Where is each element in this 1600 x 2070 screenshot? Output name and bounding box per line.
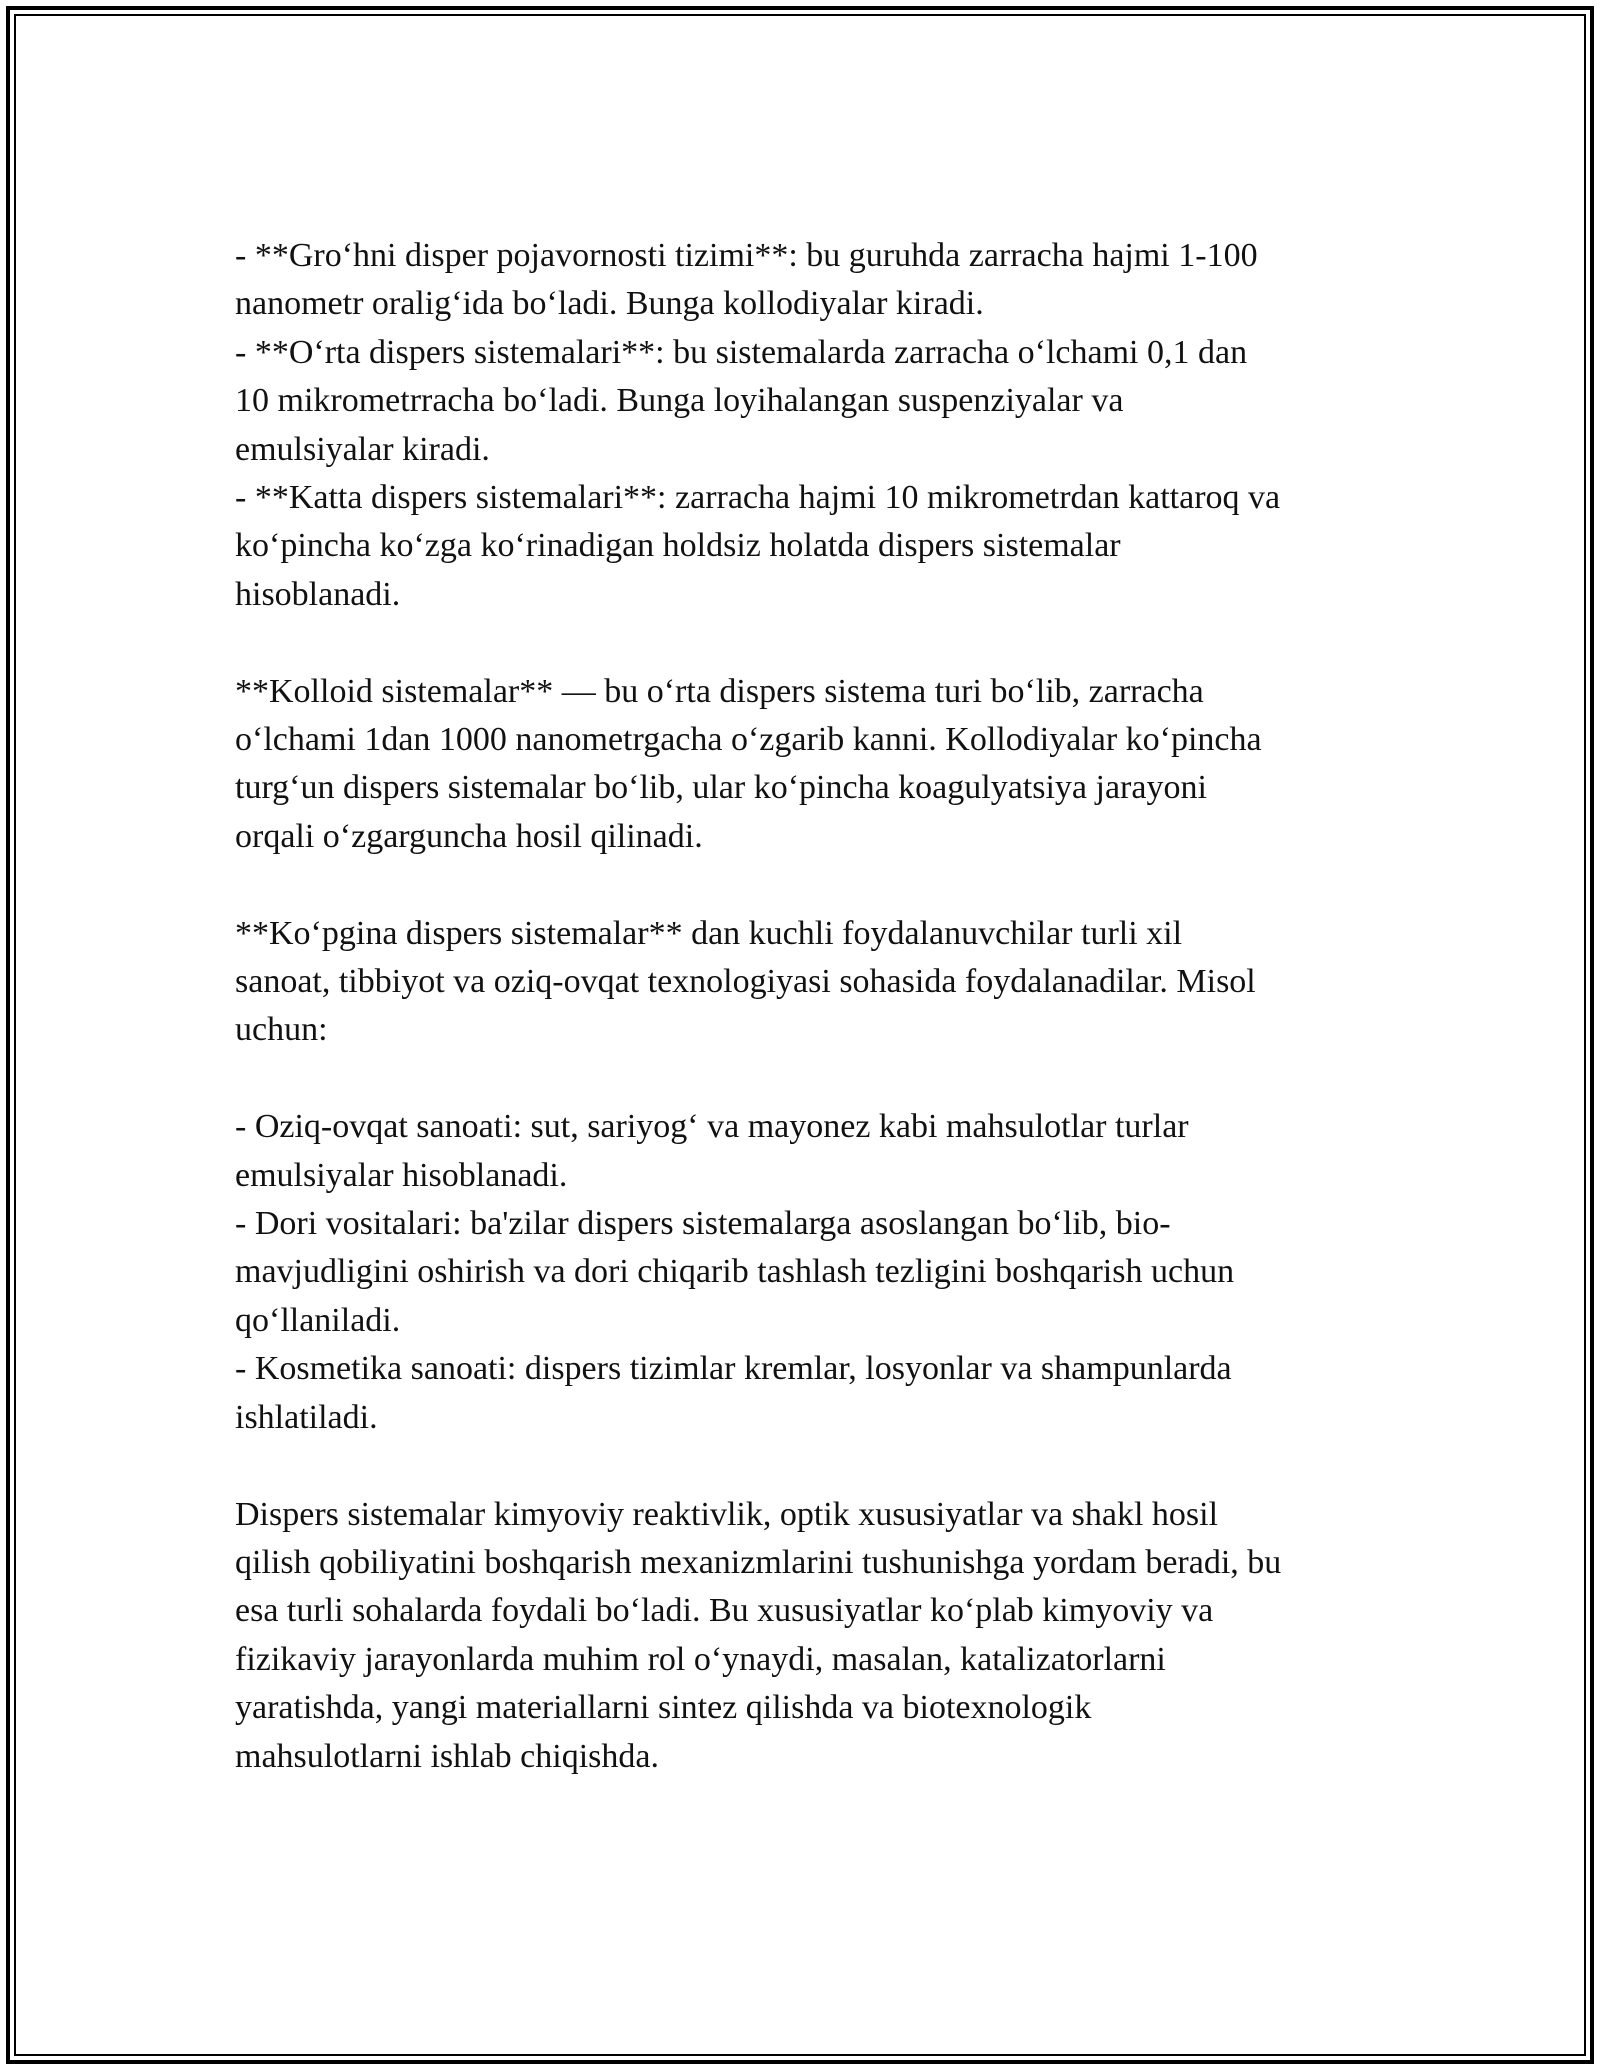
- text-line: 10 mikrometrracha bo‘ladi. Bunga loyihalangan suspenziyalar va: [235, 382, 1124, 420]
- document-body: [235, 232, 1385, 1781]
- text-line: nanometr oralig‘ida bo‘ladi. Bunga kollodiyalar kiradi.: [235, 285, 984, 323]
- text-line: esa turli sohalarda foydali bo‘ladi. Bu xususiyatlar ko‘plab kimyoviy va: [235, 1592, 1214, 1630]
- text-line: qilish qobiliyatini boshqarish mexanizmlarini tushunishga yordam beradi, bu: [235, 1543, 1282, 1581]
- text-line: - **Gro‘hni disper pojavornosti tizimi**: bu guruhda zarracha hajmi 1-100: [235, 237, 1258, 274]
- text-line: emulsiyalar hisoblanadi.: [235, 1156, 568, 1194]
- text-line: - Dori vositalari: ba'zilar dispers sistemalarga asoslangan bo‘lib, bio-: [235, 1205, 1171, 1243]
- text-line: uchun:: [235, 1011, 328, 1049]
- text-line: turg‘un dispers sistemalar bo‘lib, ular ko‘pincha koagulyatsiya jarayoni: [235, 769, 1207, 807]
- text-line: - Oziq-ovqat sanoati: sut, sariyog‘ va mayonez kabi mahsulotlar turlar: [235, 1108, 1189, 1146]
- paragraph-spacer: [235, 619, 1385, 667]
- text-line: Dispers sistemalar kimyoviy reaktivlik, optik xususiyatlar va shakl hosil: [235, 1495, 1219, 1533]
- text-line: ishlatiladi.: [235, 1398, 378, 1436]
- text-line: qo‘llaniladi.: [235, 1301, 401, 1339]
- text-line: emulsiyalar kiradi.: [235, 430, 490, 468]
- text-line: sanoat, tibbiyot va oziq-ovqat texnologiyasi sohasida foydalanadilar. Misol: [235, 963, 1256, 1001]
- text-line: mahsulotlarni ishlab chiqishda.: [235, 1737, 659, 1775]
- text-line: **Ko‘pgina dispers sistemalar** dan kuchli foydalanuvchilar turli xil: [235, 914, 1183, 952]
- text-line: - **O‘rta dispers sistemalari**: bu sistemalarda zarracha o‘lchami 0,1 dan: [235, 333, 1248, 371]
- text-line: mavjudligini oshirish va dori chiqarib tashlash tezligini boshqarish uchun: [235, 1253, 1235, 1291]
- text-line: **Kolloid sistemalar** — bu o‘rta dispers sistema turi bo‘lib, zarracha: [235, 672, 1204, 710]
- text-line: orqali o‘zgarguncha hosil qilinadi.: [235, 817, 703, 855]
- text-line: yaratishda, yangi materiallarni sintez qilishda va biotexnologik: [235, 1689, 1092, 1727]
- paragraph-spacer: [235, 1055, 1385, 1103]
- paragraph-spacer: [235, 861, 1385, 909]
- text-line: - Kosmetika sanoati: dispers tizimlar kremlar, losyonlar va shampunlarda: [235, 1350, 1232, 1388]
- text-line: - **Katta dispers sistemalari**: zarracha hajmi 10 mikrometrdan kattaroq va: [235, 479, 1281, 517]
- text-line: hisoblanadi.: [235, 575, 401, 613]
- paragraph-spacer: [235, 1442, 1385, 1490]
- text-line: fizikaviy jarayonlarda muhim rol o‘ynaydi, masalan, katalizatorlarni: [235, 1640, 1166, 1678]
- text-line: ko‘pincha ko‘zga ko‘rinadigan holdsiz holatda dispers sistemalar: [235, 527, 1121, 565]
- text-line: o‘lchami 1dan 1000 nanometrgacha o‘zgarib kanni. Kollodiyalar ko‘pincha: [235, 721, 1262, 759]
